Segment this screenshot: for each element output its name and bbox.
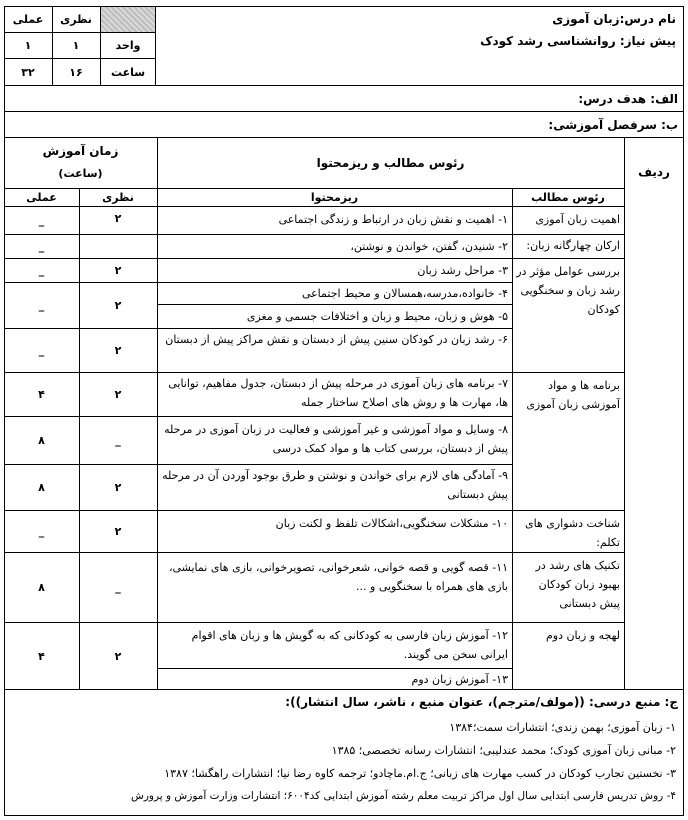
content-3: ۳- مراحل رشد زبان — [417, 264, 508, 277]
sub-theory-header: نظری — [102, 190, 134, 204]
practice-7: ۴ — [38, 387, 45, 401]
content-13: ۱۳- آموزش زبان دوم — [411, 673, 508, 686]
content-2: ۲- شنیدن، گفتن، خواندن و نوشتن، — [350, 240, 508, 253]
topic-7: لهجه و زبان دوم — [545, 629, 620, 642]
theory-3: ۲ — [114, 263, 122, 277]
hour-theory: ۱۶ — [69, 65, 83, 79]
shaded-corner — [101, 7, 155, 32]
practice-header: عملی — [12, 12, 44, 26]
source-4: ۴- روش تدریس فارسی ابتدایی سال اول مراکز تربیت معلم رشته آموزش ابتدایی کد۶۰۰۴؛ انتشارات وزارت آموزش و پرورش — [131, 790, 676, 802]
theory-7: ۲ — [114, 387, 122, 401]
col-time-sub: (ساعت) — [58, 166, 103, 180]
theory-header: نظری — [60, 12, 92, 26]
course-name: نام درس:زبان آموزی — [552, 12, 676, 26]
topic-5: شناخت دشواری های تکلم: — [524, 517, 620, 549]
practice-1: _ — [38, 213, 45, 227]
theory-5: ۲ — [114, 298, 122, 312]
hour-practice: ۳۲ — [21, 65, 35, 79]
source-2: ۲- مبانی زبان آموزی کودک؛ محمد عندلیبی؛ انتشارات رسانه تخصصی؛ ۱۳۸۵ — [331, 744, 676, 757]
source-1: ۱- زبان آموزی؛ بهمن زندی؛ انتشارات سمت؛۱۳۸۴ — [449, 721, 676, 734]
theory-6: ۲ — [114, 343, 122, 357]
practice-2: _ — [38, 239, 45, 253]
content-4: ۴- خانواده،مدرسه،همسالان و محیط اجتماعی — [301, 287, 508, 300]
source-3: ۳- نخستین تجارب کودکان در کسب مهارت های زبانی؛ ج.ام.ماچادو؛ ترجمه کاوه رضا نیا؛ انتشارات راهگشا؛ ۱۳۸۷ — [164, 767, 676, 780]
syllabus-table — [4, 138, 684, 690]
theory-10: ۲ — [114, 524, 122, 538]
topic-2: ارکان چهارگانه زبان: — [526, 239, 620, 252]
content-11: ۱۱- قصه گویی و قصه خوانی، شعرخوانی، تصویرخوانی، بازی های نمایشی، بازی های همراه با سخنگویی و ... — [168, 561, 508, 593]
units-table — [4, 6, 156, 86]
goal-label: الف: هدف درس: — [578, 92, 678, 106]
topic-3: بررسی عوامل مؤثر در رشد زبان و سخنگویی کودکان — [516, 265, 620, 316]
content-9: ۹- آمادگی های لازم برای خواندن و نوشتن و طرق بوجود آوردن آن در مرحله پیش دبستانی — [162, 469, 508, 501]
theory-12: ۲ — [114, 649, 122, 663]
theory-8: _ — [115, 433, 121, 447]
content-10: ۱۰- مشکلات سخنگویی،اشکالات تلفظ و لکنت زبان — [275, 517, 508, 530]
practice-11: ۸ — [38, 580, 45, 594]
topic-4: برنامه ها و مواد آموزشی زبان آموزی — [526, 379, 620, 411]
syllabus-label: ب: سرفصل آموزشی: — [548, 118, 678, 132]
practice-5: _ — [38, 298, 45, 312]
content-7: ۷- برنامه های زبان آموزی در مرحله پیش از دبستان، جدول مفاهیم، توانایی ها، مهارت ها و روش های اصلاح ساختار جمله — [168, 377, 508, 409]
hour-label: ساعت — [110, 65, 146, 79]
unit-theory: ۱ — [72, 38, 80, 52]
topic-6: تکنیک های رشد در بهبود زبان کودکان پیش دبستانی — [535, 559, 620, 610]
practice-12: ۴ — [38, 649, 45, 663]
col-topics-header: رئوس مطالب و ریزمحتوا — [316, 156, 465, 170]
unit-label: واحد — [115, 38, 141, 52]
practice-10: _ — [38, 524, 45, 538]
sub-content-header: ریزمحتوا — [310, 190, 359, 204]
sources-heading: ج: منبع درسی: ((مولف/مترجم)، عنوان منبع ، ناشر، سال انتشار)): — [285, 695, 678, 709]
col-time-header: زمان آموزش — [42, 144, 119, 158]
content-1: ۱- اهمیت و نقش زبان در ارتباط و زندگی اجتماعی — [278, 213, 508, 226]
content-8: ۸- وسایل و مواد آموزشی و غیر آموزشی و فعالیت در زبان آموزی در مرحله پیش از دبستان، بررسی کتاب ها و مواد کمک درسی — [164, 423, 508, 455]
sub-heading-header: رئوس مطالب — [531, 190, 605, 204]
practice-8: ۸ — [38, 433, 45, 447]
practice-9: ۸ — [38, 480, 45, 494]
col-row-header: ردیف — [638, 165, 670, 179]
prerequisite: پیش نیاز: روانشناسی رشد کودک — [480, 34, 676, 48]
unit-practice: ۱ — [24, 38, 32, 52]
practice-6: _ — [38, 343, 45, 357]
theory-11: _ — [115, 580, 121, 594]
content-12: ۱۲- آموزش زبان فارسی به کودکانی که به گویش ها و زبان های اقوام ایرانی سخن می گویند. — [191, 629, 508, 661]
content-6: ۶- رشد زبان در کودکان سنین پیش از دبستان و نقش مراکز پیش از دبستان — [165, 333, 508, 346]
topic-1: اهمیت زبان آموزی — [535, 213, 620, 226]
content-5: ۵- هوش و زبان، محیط و زبان و اختلافات جسمی و مغزی — [246, 310, 508, 323]
theory-9: ۲ — [114, 480, 122, 494]
theory-1: ۲ — [114, 211, 122, 225]
sub-practice-header: عملی — [26, 190, 57, 204]
practice-3: _ — [38, 263, 45, 277]
